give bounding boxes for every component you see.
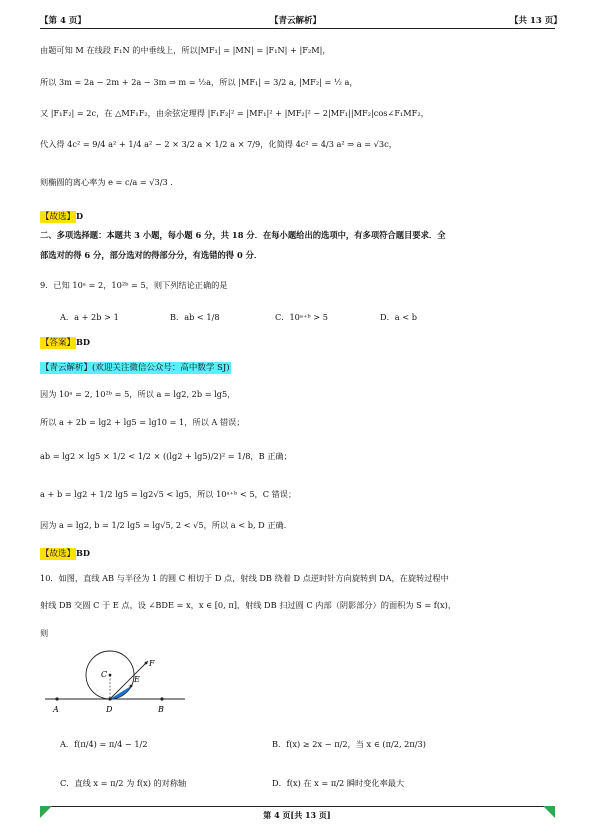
q8-choice-value: D bbox=[76, 211, 84, 221]
label-f: F bbox=[149, 659, 155, 668]
header-title: 【青云解析】 bbox=[270, 16, 322, 26]
header-page-number: 【第 4 页】 bbox=[40, 16, 86, 26]
q10-stem-line-2: 射线 DB 交圆 C 于 E 点，设 ∠BDE = x，x ∈ [0, π]，射线 DB 扫过圆 C 内部（阴影部分）的面积为 S = f(x)， bbox=[40, 600, 457, 610]
q8-choice bbox=[40, 210, 83, 223]
point-c bbox=[109, 674, 112, 677]
section2-heading-line-2: 部选对的得 6 分，部分选对的得部分分，有选错的得 0 分． bbox=[40, 250, 263, 260]
q9-solution-line-1: 因为 10ᵃ = 2, 10²ᵇ = 5，所以 a = lg2, 2b = lg5， bbox=[40, 389, 236, 399]
label-b: B bbox=[158, 705, 164, 714]
q9-answer-value: BD bbox=[76, 337, 91, 347]
footer-page-info: 第 4 页[共 13 页] bbox=[263, 810, 331, 820]
q8-solution-line-2: 所以 3m = 2a − 2m + 2a − 3m ⇒ m = ½a，所以 |MF₁| = 3/2 a, |MF₂| = ½ a， bbox=[40, 77, 358, 87]
q8-solution-line-3: 又 |F₁F₂| = 2c，在 △MF₁F₂，由余弦定理得 |F₁F₂|² = |MF₁|² + |MF₂|² − 2|MF₁||MF₂|cos∠F₁MF₂， bbox=[40, 108, 429, 118]
q10-option-c: C．直线 x = π/2 为 f(x) 的对称轴 bbox=[60, 778, 187, 788]
q9-analysis-header bbox=[40, 361, 231, 374]
q10-option-d: D．f(x) 在 x = π/2 瞬时变化率最大 bbox=[272, 778, 405, 788]
q8-choice-tag: 【故选】 bbox=[41, 212, 76, 222]
section2-heading-line-1: 二、多项选择题：本题共 3 小题，每小题 6 分，共 18 分．在每小题给出的选项中，有多项符合题目要求．全 bbox=[40, 230, 446, 240]
label-d: D bbox=[106, 705, 113, 714]
q9-solution-line-5: 因为 a = lg2, b = 1/2 lg5 = lg√5, 2 < √5，所以 a < b, D 正确． bbox=[40, 520, 292, 530]
q9-choice bbox=[40, 547, 90, 560]
q9-solution-line-3: ab = lg2 × lg5 × 1/2 < 1/2 × ((lg2 + lg5)/2)² = 1/8，B 正确； bbox=[40, 451, 292, 461]
q8-solution-line-5: 则椭圆的离心率为 e = c/a = √3/3 . bbox=[40, 177, 173, 187]
label-e: E bbox=[134, 675, 140, 684]
q9-stem: 9．已知 10ᵃ = 2，10²ᵇ = 5，则下列结论正确的是 bbox=[40, 280, 228, 290]
q9-answer bbox=[40, 336, 90, 349]
q9-solution-line-4: a + b = lg2 + 1/2 lg5 = lg2√5 < lg5，所以 10ᵃ⁺ᵇ < 5，C 错误； bbox=[40, 489, 297, 499]
header-total-pages: 【共 13 页】 bbox=[510, 16, 562, 26]
q9-option-b: B．ab < 1/8 bbox=[170, 312, 220, 322]
q10-stem-line-1: 10．如图，直线 AB 与半径为 1 的圆 C 相切于 D 点，射线 DB 绕着 D 点逆时针方向旋转到 DA，在旋转过程中 bbox=[40, 573, 449, 583]
q9-choice-value: BD bbox=[76, 548, 91, 558]
point-b bbox=[160, 697, 163, 700]
q10-stem-line-3: 则 bbox=[40, 628, 49, 638]
q9-option-c: C．10ᵃ⁺ᵇ > 5 bbox=[275, 312, 328, 322]
label-a: A bbox=[53, 705, 59, 714]
q9-answer-tag: 【答案】 bbox=[41, 338, 76, 348]
ray-df bbox=[110, 661, 148, 699]
q10-option-b: B．f(x) ≥ 2x − π/2，当 x ∈ (π/2, 2π/3) bbox=[272, 739, 426, 749]
footer-rule bbox=[40, 806, 555, 807]
q9-choice-tag: 【故选】 bbox=[41, 549, 76, 559]
q9-analysis-tag: 【青云解析】(欢迎关注微信公众号：高中数学 SJ) bbox=[41, 363, 230, 373]
point-e bbox=[130, 685, 133, 688]
label-c: C bbox=[101, 670, 108, 679]
q9-option-d: D．a < b bbox=[380, 312, 417, 322]
q9-option-a: A．a + 2b > 1 bbox=[60, 312, 119, 322]
point-d bbox=[108, 697, 111, 700]
q8-solution-line-1: 由题可知 M 在线段 F₁N 的中垂线上，所以|MF₁| = |MN| = |F₁N| + |F₂M|， bbox=[40, 45, 331, 55]
q8-solution-line-4: 代入得 4c² = 9/4 a² + 1/4 a² − 2 × 3/2 a × 1/2 a × 7/9，化简得 4c² = 4/3 a² ⇒ a = √3c， bbox=[40, 139, 397, 149]
q9-solution-line-2: 所以 a + 2b = lg2 + lg5 = lg10 = 1，所以 A 错误； bbox=[40, 417, 245, 427]
q10-option-a: A．f(π/4) = π/4 − 1/2 bbox=[60, 739, 148, 749]
point-a bbox=[55, 697, 58, 700]
point-f bbox=[145, 662, 148, 665]
q10-figure bbox=[40, 640, 190, 720]
header-rule bbox=[40, 28, 555, 29]
